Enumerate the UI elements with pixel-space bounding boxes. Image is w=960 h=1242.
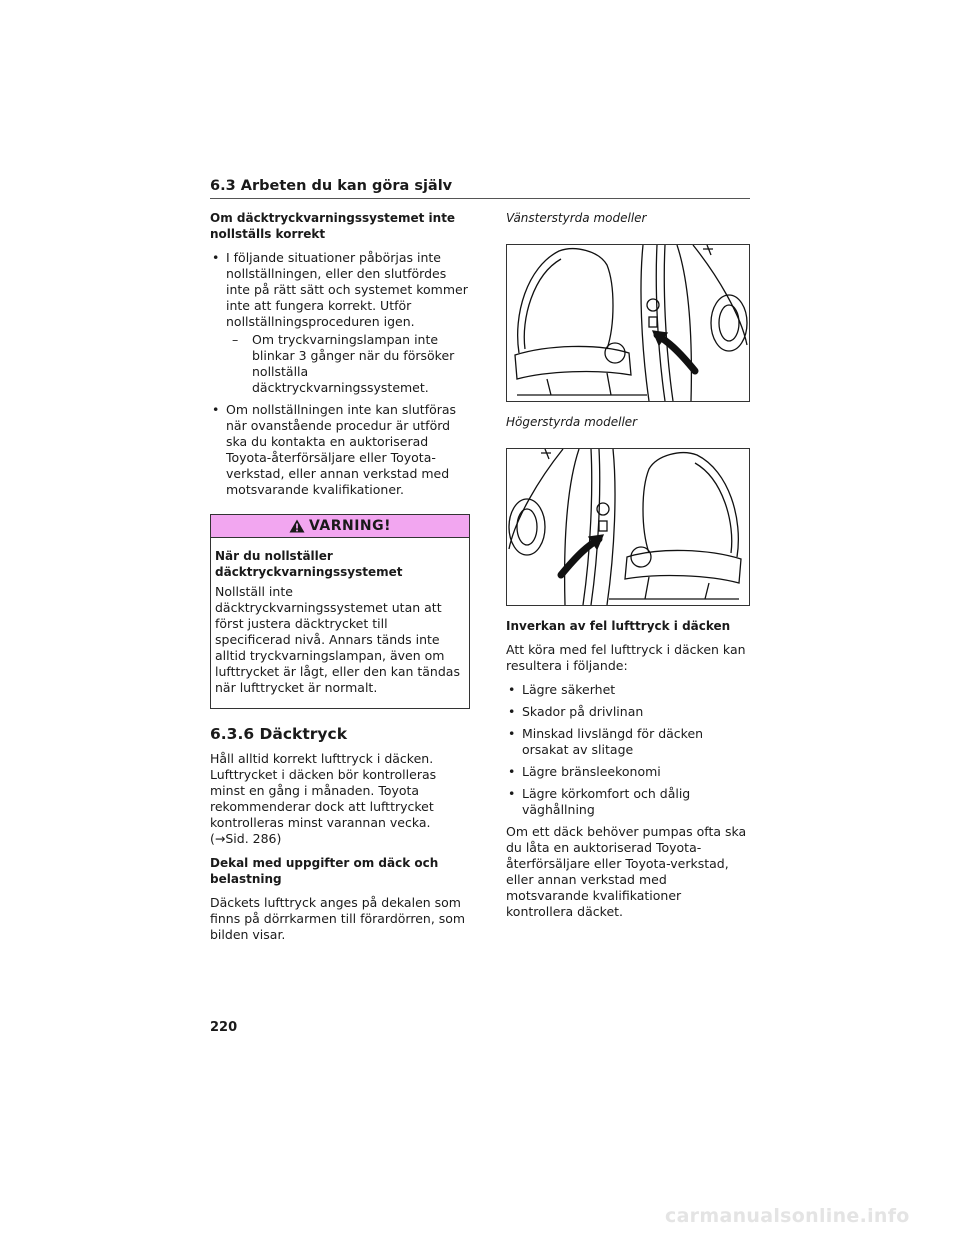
left-column — [210, 210, 470, 951]
effect-paragraph: Att köra med fel lufttryck i däcken kan resultera i följande: — [506, 642, 746, 673]
figure-rhd — [506, 448, 750, 606]
section-title: 6.3.6 Däcktryck — [210, 725, 348, 743]
pump-paragraph: Om ett däck behöver pumpas ofta ska du låta en auktoriserad Toyota-återförsäljare eller Toyota-verkstad, eller annan verkstad med motsvarande kvalifikationer kontrollera däcket. — [506, 824, 747, 919]
effect-bullet-list — [506, 682, 750, 818]
door-pillar-illustration-rhd — [507, 449, 749, 605]
effect-heading: Inverkan av fel lufttryck i däcken — [506, 619, 731, 633]
reset-heading: Om däcktryckvarningssystemet inte nollställs korrekt — [210, 211, 456, 241]
sub-list-item: – Om tryckvarningslampan inte blinkar 3 gånger när du försöker nollställa däcktryckvarningssystemet. — [226, 332, 470, 396]
list-item: • Om nollställningen inte kan slutföras när ovanstående procedur är utförd ska du kontakta en auktoriserad Toyota-återförsäljare eller Toyota-verkstad, eller annan verkstad med motsvarande kvalifikationer. — [210, 402, 470, 498]
sub-list — [226, 332, 470, 396]
warning-triangle-icon — [289, 519, 305, 533]
tire-pressure-paragraph: Håll alltid korrekt lufttryck i däcken. Lufttrycket i däcken bör kontrolleras minst en gång i månaden. Toyota rekommenderar dock att lufttrycket kontrolleras minst varannan vecka. (→Sid. 286) — [210, 751, 437, 846]
section-header: 6.3 Arbeten du kan göra själv — [210, 178, 750, 199]
label-heading: Dekal med uppgifter om däck och belastning — [210, 856, 439, 886]
warning-box — [210, 514, 470, 709]
warning-label: VARNING! — [308, 518, 392, 534]
page-number: 220 — [210, 1020, 238, 1035]
door-pillar-illustration-lhd — [507, 245, 749, 401]
list-item: • Minskad livslängd för däcken orsakat av slitage — [506, 726, 750, 758]
caption-lhd: Vänsterstyrda modeller — [506, 211, 647, 225]
list-item: • Lägre bränsleekonomi — [506, 764, 750, 780]
caption-rhd: Högerstyrda modeller — [506, 415, 638, 429]
warning-header — [211, 515, 469, 538]
list-item — [210, 250, 470, 396]
reset-bullet-list — [210, 250, 470, 498]
figure-lhd — [506, 244, 750, 402]
list-item: • Lägre säkerhet — [506, 682, 750, 698]
warning-body — [211, 538, 469, 708]
label-paragraph: Däckets lufttryck anges på dekalen som finns på dörrkarmen till förardörren, som bilden visar. — [210, 895, 466, 942]
warning-text: Nollställ inte däcktryckvarningssystemet utan att först justera däcktrycket till specificerad nivå. Annars tänds inte alltid tryckvarningslampan, även om lufttrycket är lågt, eller den kan tändas när lufttrycket är normalt. — [215, 584, 460, 695]
right-column — [506, 210, 750, 928]
list-item: • Skador på drivlinan — [506, 704, 750, 720]
warning-heading: När du nollställer däcktryckvarningssystemet — [215, 549, 403, 579]
bullet-text: I följande situationer påbörjas inte nollställningen, eller den slutfördes inte på rätt sätt och systemet kommer inte att fungera korrekt. Utför nollställningsproceduren igen. — [226, 250, 468, 329]
list-item: • Lägre körkomfort och dålig väghållning — [506, 786, 750, 818]
watermark: carmanualsonline.info — [665, 1205, 910, 1227]
